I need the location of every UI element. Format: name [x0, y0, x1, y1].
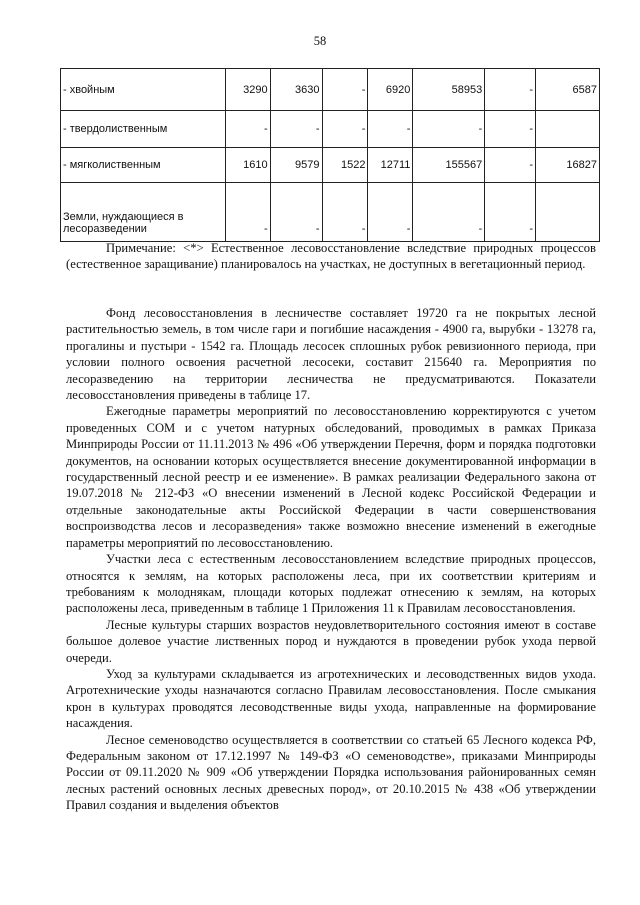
table-cell: 58953	[413, 69, 485, 111]
table-cell: -	[322, 111, 368, 148]
table-cell: -	[225, 111, 270, 148]
table-cell: -	[485, 69, 536, 111]
table-cell: -	[322, 69, 368, 111]
table-row	[61, 69, 600, 111]
table-cell: -	[225, 183, 270, 242]
row-label: Земли, нуждающиеся в лесоразведении	[61, 183, 226, 242]
table-row	[61, 111, 600, 148]
table-cell: -	[270, 183, 322, 242]
table-cell: -	[485, 183, 536, 242]
page-number: 58	[313, 34, 327, 48]
reforestation-table	[60, 68, 600, 242]
note-block	[66, 240, 596, 273]
table-cell: 6920	[368, 69, 413, 111]
table-cell: -	[368, 183, 413, 242]
table-cell: -	[368, 111, 413, 148]
table-cell: -	[270, 111, 322, 148]
paragraph: Лесное семеноводство осуществляется в соответствии со статьей 65 Лесного кодекса РФ, Федеральным законом от 17.12.1997 № 149-ФЗ «О семеноводстве», приказами Минприроды России от 09.11.2020 № 909 «Об утверждении Порядка использования районированных семян лесных растений основных лесных древесных пород», от 20.10.2015 № 438 «Об утверждении Правил создания и выделения объектов	[66, 732, 596, 813]
paragraph: Лесные культуры старших возрастов неудовлетворительного состояния имеют в составе большое долевое участие лиственных пород и нуждаются в проведении рубок ухода первой очереди.	[66, 617, 596, 665]
paragraph: Участки леса с естественным лесовосстановлением вследствие природных процессов, относятся к землям, на которых расположены леса, при их соответствии критериям и требованиям к молоднякам, площади которых подлежат отнесению к землям, на которых расположены леса, приведенным в таблице 1 Приложения 11 к Правилам лесовосстановления.	[66, 552, 596, 616]
table-cell: -	[322, 183, 368, 242]
table-cell: 6587	[536, 69, 600, 111]
table-cell: 3290	[225, 69, 270, 111]
paragraph: Фонд лесовосстановления в лесничестве составляет 19720 га не покрытых лесной растительностью земель, в том числе гари и погибшие насаждения - 4900 га, вырубки - 13278 га, прогалины и пустыри - 1542 га. Площадь лесосек сплошных рубок ревизионного периода, при условии полного освоения расчетной лесосеки, составит 215640 га. Мероприятия по лесоразведению на территории лесничества не предусматриваются. Показатели лесовосстановления приведены в таблице 17.	[66, 306, 596, 403]
row-label: - хвойным	[61, 69, 226, 111]
table-cell: 12711	[368, 148, 413, 183]
row-label: - мягколиственным	[61, 148, 226, 183]
table-row	[61, 183, 600, 242]
table-cell: -	[413, 183, 485, 242]
paragraph: Ежегодные параметры мероприятий по лесовосстановлению корректируются с учетом проведенных СОМ и с учетом натурных обследований, проводимых в рамках Приказа Минприроды России от 11.11.2013 № 496 «Об утверждении Перечня, форм и порядка подготовки документов, на основании которых осуществляется внесение документированной информации в государственный лесной реестр и ее изменение». В рамках реализации Федерального закона от 19.07.2018 № 212-ФЗ «О внесении изменений в Лесной кодекс Российской Федерации и отдельные законодательные акты Российской Федерации в части совершенствования воспроизводства лесов и лесоразведения» также возможно внесение изменений в ежегодные параметры мероприятий по лесовосстановлению.	[66, 404, 596, 550]
table-cell	[536, 111, 600, 148]
table-row	[61, 148, 600, 183]
table-cell: 155567	[413, 148, 485, 183]
table-cell: 3630	[270, 69, 322, 111]
table-cell: -	[485, 148, 536, 183]
body-text	[66, 305, 596, 814]
table-cell: 16827	[536, 148, 600, 183]
table-cell: 9579	[270, 148, 322, 183]
table-cell: 1610	[225, 148, 270, 183]
note-paragraph: Примечание: <*> Естественное лесовосстановление вследствие природных процессов (естественное заращивание) планировалось на участках, не доступных в вегетационный период.	[66, 241, 596, 272]
paragraph: Уход за культурами складывается из агротехнических и лесоводственных видов ухода. Агротехнические уходы назначаются согласно Правилам лесовосстановления. После смыкания крон в культурах проводятся лесоводственные виды ухода, направленные на формирование насаждения.	[66, 666, 596, 731]
table-cell: -	[413, 111, 485, 148]
table-cell: 1522	[322, 148, 368, 183]
table-cell	[536, 183, 600, 242]
table-cell: -	[485, 111, 536, 148]
row-label: - твердолиственным	[61, 111, 226, 148]
